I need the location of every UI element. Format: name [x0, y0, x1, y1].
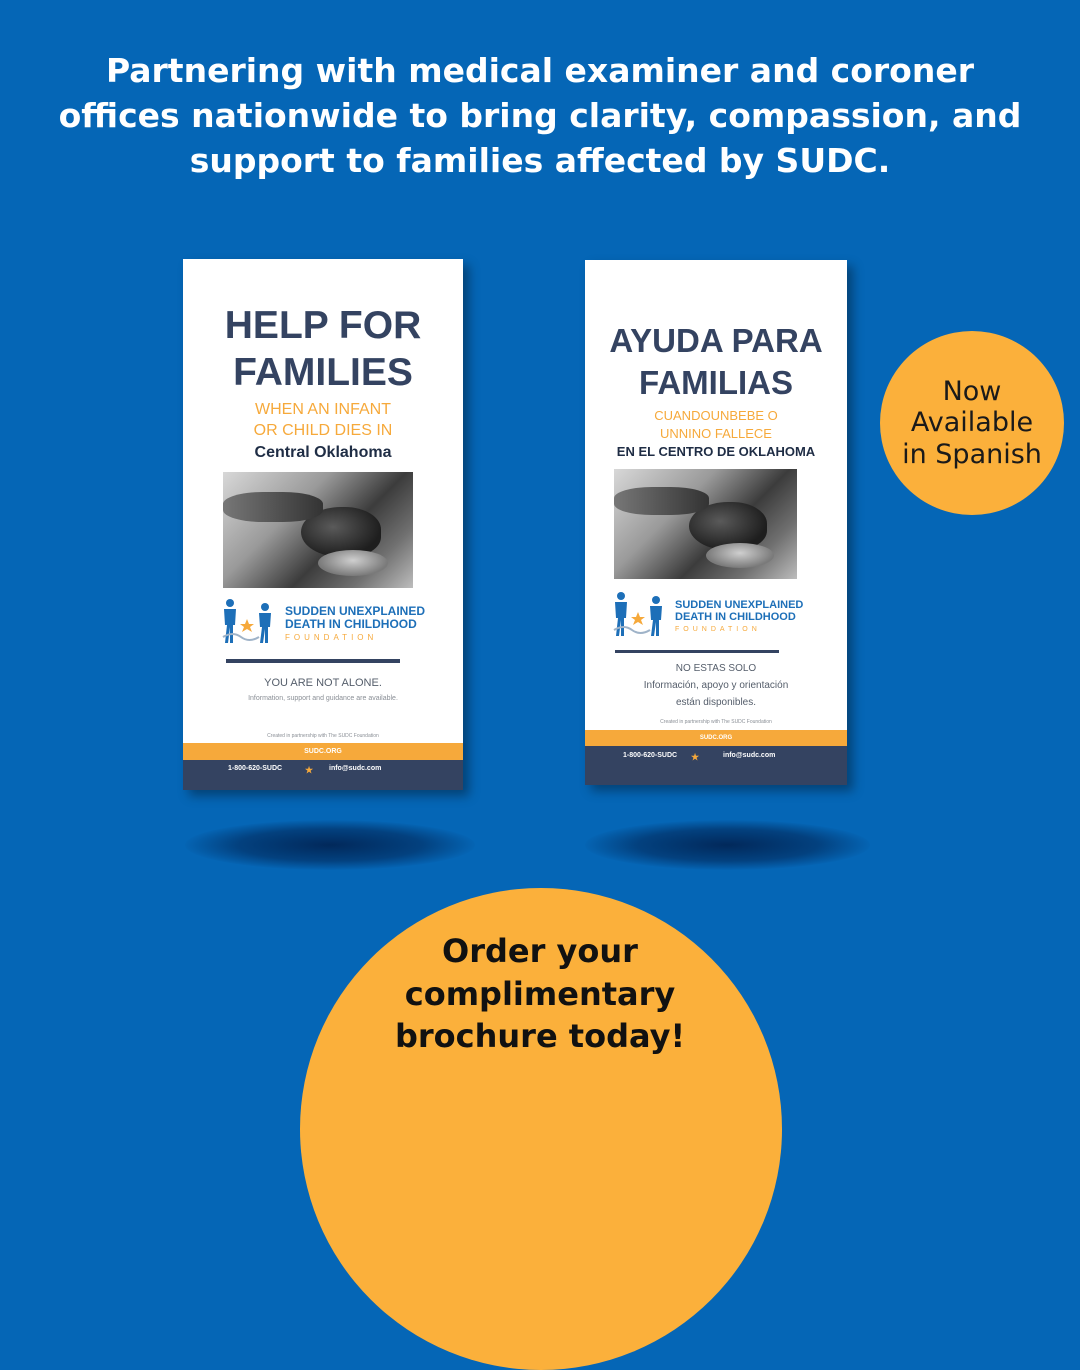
brochure-phone: 1-800-620-SUDC: [228, 765, 283, 772]
brochure-info-line1: Información, apoyo y orientación: [643, 680, 789, 691]
brochure-email: info@sudc.com: [329, 765, 382, 772]
brochure-website: SUDC.ORG: [183, 743, 463, 760]
star-icon: ★: [305, 765, 314, 775]
brochure-title-line1: HELP FOR: [224, 304, 422, 347]
brochure-info-line2: están disponibles.: [675, 697, 757, 708]
brochure-info: Information, support and guidance are available.: [248, 695, 398, 702]
person-figures-icon: [221, 597, 279, 645]
brochure-partnership: Created in partnership with The SUDC Foundation: [267, 733, 379, 739]
hands-photo: [614, 469, 797, 579]
brochure-title-line2: FAMILIAS: [639, 364, 793, 401]
cta-line2: complimentary: [404, 974, 676, 1013]
brochure-partnership: Created in partnership with The SUDC Foundation: [660, 719, 772, 725]
hands-photo: [223, 472, 413, 588]
brochure-subtitle-line2: UNNINO FALLECE: [660, 426, 772, 441]
logo-text-line1: SUDDEN UNEXPLAINED: [285, 604, 426, 618]
cta-line3: brochure today!: [394, 1017, 686, 1056]
badge-line1: Now: [942, 376, 1002, 408]
logo-text-line2: DEATH IN CHILDHOOD: [285, 617, 417, 631]
star-icon: [631, 612, 645, 625]
divider: [226, 659, 400, 663]
brochure-contact-bar: [585, 746, 847, 785]
headline: Partnering with medical examiner and coroner offices nationwide to bring clarity, compassion, and support to families affected by SUDC.: [58, 51, 1022, 181]
person-figures-icon: [612, 590, 670, 638]
brochure-title-line1: AYUDA PARA: [609, 322, 823, 359]
cta-line1: Order your: [442, 932, 638, 970]
brochure-title-line2: FAMILIES: [233, 351, 413, 394]
badge-line2: Available: [910, 407, 1034, 439]
logo-text-line2: DEATH IN CHILDHOOD: [675, 611, 796, 623]
badge-line3: in Spanish: [902, 438, 1042, 470]
sudc-logo: [612, 590, 822, 640]
brochure-tagline: YOU ARE NOT ALONE.: [264, 677, 382, 689]
brochure-shadow-left: [185, 820, 475, 870]
brochure-subtitle-line1: WHEN AN INFANT: [254, 401, 391, 418]
logo-text-line1: SUDDEN UNEXPLAINED: [675, 599, 804, 611]
order-cta-text[interactable]: [340, 930, 740, 1058]
brochure-email: info@sudc.com: [723, 752, 776, 759]
divider: [615, 650, 779, 653]
star-icon: ★: [691, 752, 700, 762]
spanish-availability-badge: [880, 331, 1064, 515]
brochure-subtitle-line2: OR CHILD DIES IN: [253, 422, 393, 439]
sudc-logo: [221, 597, 431, 647]
brochure-shadow-right: [585, 820, 870, 870]
brochure-spanish[interactable]: [585, 260, 847, 785]
brochure-location: Central Oklahoma: [254, 444, 392, 461]
brochure-tagline: NO ESTAS SOLO: [675, 663, 757, 674]
brochure-contact-bar: [183, 760, 463, 790]
badge-text: [887, 376, 1057, 469]
star-icon: [240, 619, 254, 632]
brochure-website: SUDC.ORG: [585, 730, 847, 746]
brochure-english[interactable]: [183, 259, 463, 790]
brochure-location: EN EL CENTRO DE OKLAHOMA: [616, 444, 816, 459]
brochure-phone: 1-800-620-SUDC: [623, 752, 678, 759]
logo-text-line3: FOUNDATION: [285, 633, 378, 642]
logo-text-line3: FOUNDATION: [675, 626, 761, 633]
brochure-subtitle-line1: CUANDOUNBEBE O: [654, 408, 778, 423]
